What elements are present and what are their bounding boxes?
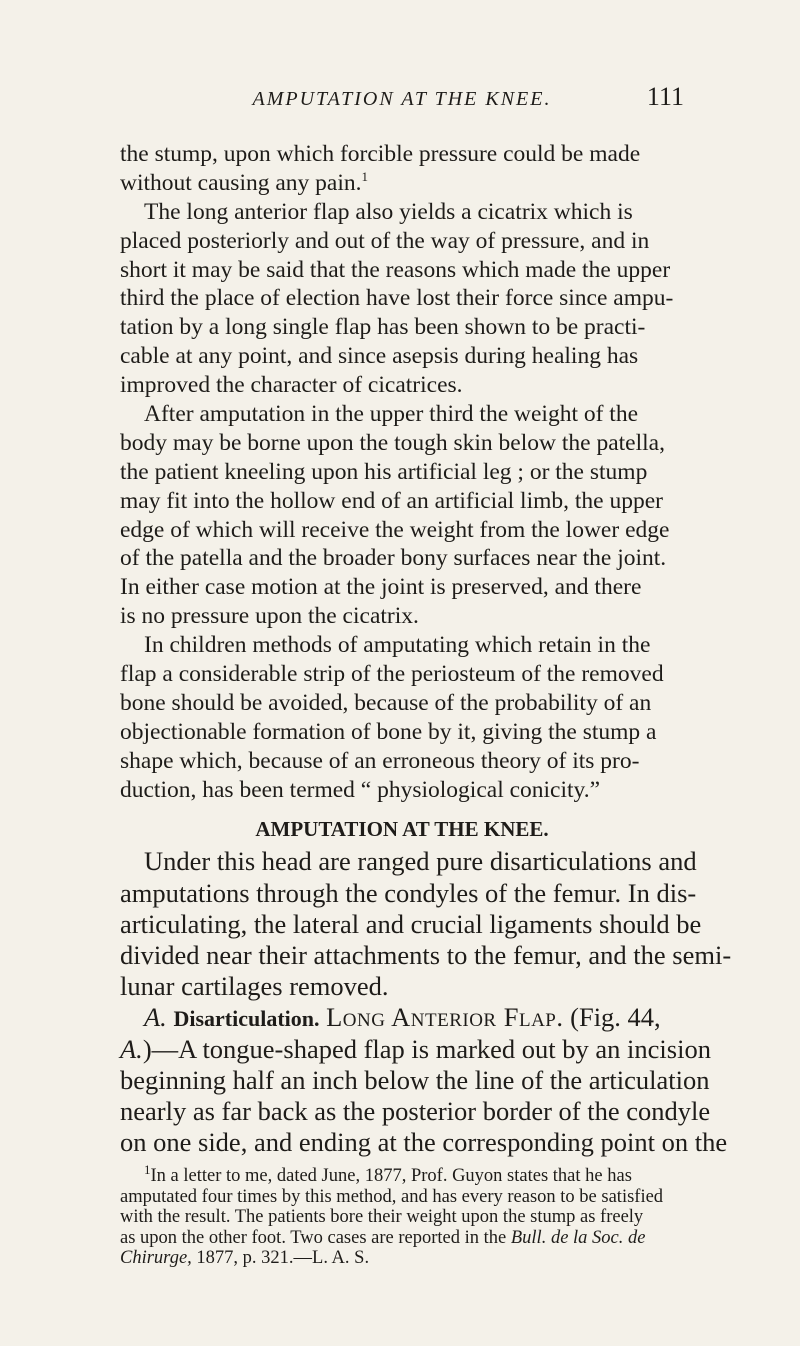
journal-title: Bull. de la Soc. de [510,1227,646,1248]
text-line: short it may be said that the reasons which made the upper [120,256,671,283]
text-line: the stump, upon which forcible pressure could be made [120,141,641,167]
paragraph-weight-bearing [120,400,684,631]
text-line: on one side, and ending at the corresponding point on the [120,1127,728,1158]
text-segment: as upon the other foot. Two cases are reported in the [120,1227,507,1248]
footnote [120,1162,684,1269]
citation: 1877, p. 321.—L. A. S. [196,1248,370,1269]
text-segment: without causing any pain. [120,169,362,196]
text-line [120,1002,684,1033]
text-line: The long anterior flap also yields a cicatrix which is [144,198,633,225]
text-segment: )—A tongue-shaped flap is marked out by an incision [142,1033,711,1064]
text-line: the patient kneeling upon his artificial leg ; or the stump [120,458,648,485]
text-line: Under this head are ranged pure disarticulations and [144,846,697,877]
journal-title-cont: Chirurge, [120,1248,192,1269]
text-line: divided near their attachments to the femur, and the semi- [120,940,732,971]
page-body [120,140,732,1269]
text-line: articulating, the lateral and crucial ligaments should be [120,908,702,939]
subsection-label: A. [144,1002,167,1033]
text-line: improved the character of cicatrices. [120,372,463,399]
text-line: After amputation in the upper third the weight of the [144,401,639,428]
text-line: placed posteriorly and out of the way of pressure, and in [120,227,650,254]
footnote-line: amputated four times by this method, and has every reason to be satisfied [120,1186,664,1207]
text-line: body may be borne upon the tough skin below the patella, [120,429,665,456]
text-line: beginning half an inch below the line of the articulation [120,1064,710,1095]
paragraph-long-anterior-flap [120,1002,728,1158]
paragraph-disarticulations [120,846,732,1002]
text-line: In either case motion at the joint is preserved, and there [120,574,642,601]
text-line: bone should be avoided, because of the probability of an [120,689,652,716]
text-line: lunar cartilages removed. [120,971,389,1002]
text-line [120,169,684,198]
figure-label: A. [120,1033,143,1064]
text-line: third the place of election have lost their force since ampu- [120,285,674,312]
text-line: edge of which will receive the weight from the lower edge [120,516,670,543]
text-line [120,1033,711,1065]
footnote-reference: 1 [361,169,368,185]
section-knee-content [120,846,732,1158]
subsection-heading: Disarticulation. [173,1006,320,1032]
text-line: duction, has been termed “ physiological conicity.” [120,776,601,803]
text-line: shape which, because of an erroneous theory of its pro- [120,747,640,774]
paragraph-anterior-flap [120,198,684,400]
page-number: 111 [646,82,684,111]
text-line: cable at any point, and since asepsis during healing has [120,343,639,370]
paragraph-stump-pressure [120,140,684,198]
text-line: In children methods of amputating which retain in the [144,632,651,659]
paragraph-children [120,631,684,804]
method-heading: Long Anterior Flap. [326,1002,564,1033]
text-line: tation by a long single flap has been shown to be practi- [120,314,646,341]
page-header [120,82,684,116]
text-segment: In a letter to me, dated June, 1877, Prof. Guyon states that he has [150,1166,632,1187]
text-segment: (Fig. 44, [570,1002,661,1033]
text-line: objectionable formation of bone by it, giving the stump a [120,718,657,745]
text-line: is no pressure upon the cicatrix. [120,603,419,630]
text-line: may fit into the hollow end of an artificial limb, the upper [120,487,663,514]
section-heading: AMPUTATION AT THE KNEE. [255,817,549,842]
footnote-line [120,1228,684,1249]
text-line: of the patella and the broader bony surfaces near the joint. [120,545,667,572]
text-line: flap a considerable strip of the periosteum of the removed [120,661,664,688]
footnote-marker: 1 [144,1162,151,1178]
text-line: nearly as far back as the posterior border of the condyle [120,1095,711,1126]
text-line: amputations through the condyles of the femur. In dis- [120,877,697,908]
footnote-line: with the result. The patients bore their weight upon the stump as freely [120,1207,644,1228]
running-head: AMPUTATION AT THE KNEE. [252,88,552,110]
footnote-line [120,1248,684,1269]
footnote-line [120,1162,684,1187]
